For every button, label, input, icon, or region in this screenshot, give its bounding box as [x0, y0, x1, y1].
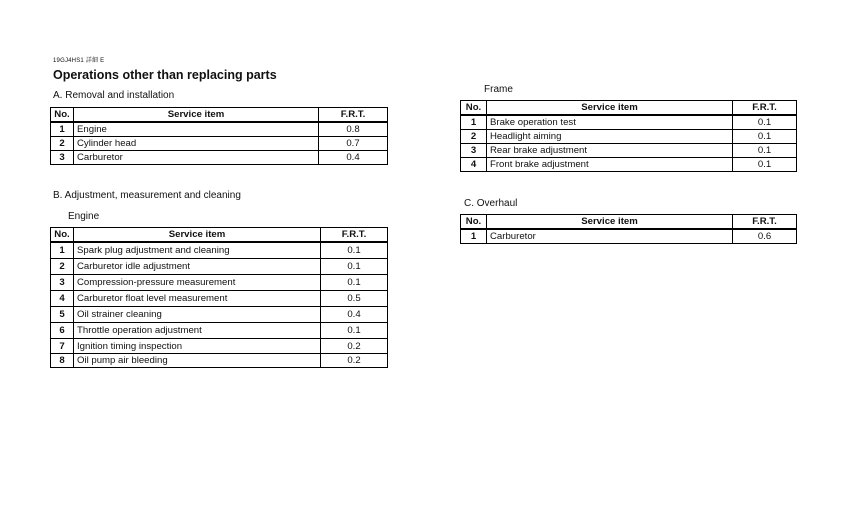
- table-header-row: [51, 108, 388, 123]
- table-row: [461, 229, 797, 244]
- table-row: [461, 130, 797, 144]
- table-row: [51, 259, 388, 275]
- col-header-frt: F.R.T.: [733, 215, 797, 230]
- col-header-frt: F.R.T.: [319, 108, 388, 123]
- row-no: 7: [51, 339, 74, 354]
- row-service-item: Rear brake adjustment: [487, 144, 733, 158]
- table-header-row: [51, 228, 388, 243]
- page-title: Operations other than replacing parts: [53, 68, 277, 82]
- row-service-item: Carburetor idle adjustment: [74, 259, 321, 275]
- row-service-item: Compression-pressure measurement: [74, 275, 321, 291]
- row-no: 3: [51, 275, 74, 291]
- row-frt: 0.7: [319, 137, 388, 151]
- section-c-heading: C. Overhaul: [464, 198, 518, 209]
- row-no: 4: [51, 291, 74, 307]
- row-service-item: Ignition timing inspection: [74, 339, 321, 354]
- col-header-service-item: Service item: [487, 215, 733, 230]
- table-row: [51, 151, 388, 165]
- row-frt: 0.1: [321, 259, 388, 275]
- row-service-item: Oil pump air bleeding: [74, 354, 321, 368]
- col-header-no: No.: [51, 228, 74, 243]
- table-row: [51, 137, 388, 151]
- row-no: 1: [461, 115, 487, 130]
- row-no: 1: [51, 122, 74, 137]
- frame-heading: Frame: [484, 84, 513, 95]
- row-frt: 0.1: [321, 242, 388, 259]
- row-no: 5: [51, 307, 74, 323]
- table-row: [51, 354, 388, 368]
- removal-table: [50, 107, 388, 165]
- row-no: 2: [51, 137, 74, 151]
- row-frt: 0.2: [321, 339, 388, 354]
- table-row: [51, 307, 388, 323]
- row-no: 8: [51, 354, 74, 368]
- col-header-service-item: Service item: [74, 108, 319, 123]
- row-no: 1: [51, 242, 74, 259]
- row-frt: 0.1: [733, 144, 797, 158]
- row-service-item: Carburetor: [487, 229, 733, 244]
- row-service-item: Carburetor float level measurement: [74, 291, 321, 307]
- table-row: [51, 291, 388, 307]
- row-no: 6: [51, 323, 74, 339]
- engine-heading: Engine: [68, 211, 100, 222]
- table-row: [461, 115, 797, 130]
- row-service-item: Headlight aiming: [487, 130, 733, 144]
- row-no: 1: [461, 229, 487, 244]
- row-frt: 0.1: [733, 158, 797, 172]
- row-service-item: Cylinder head: [74, 137, 319, 151]
- row-frt: 0.1: [321, 323, 388, 339]
- col-header-frt: F.R.T.: [733, 101, 797, 116]
- table-header-row: [461, 101, 797, 116]
- row-frt: 0.8: [319, 122, 388, 137]
- table-row: [461, 158, 797, 172]
- table-header-row: [461, 215, 797, 230]
- table-row: [51, 339, 388, 354]
- document-code: 19GJ4HS1 詳細 E: [53, 58, 105, 64]
- row-frt: 0.1: [733, 130, 797, 144]
- table-row: [461, 144, 797, 158]
- table-row: [51, 275, 388, 291]
- engine-table: [50, 227, 388, 368]
- col-header-no: No.: [461, 215, 487, 230]
- section-a-heading: A. Removal and installation: [53, 90, 175, 101]
- row-frt: 0.5: [321, 291, 388, 307]
- row-service-item: Carburetor: [74, 151, 319, 165]
- row-service-item: Brake operation test: [487, 115, 733, 130]
- row-service-item: Throttle operation adjustment: [74, 323, 321, 339]
- row-service-item: Engine: [74, 122, 319, 137]
- row-no: 3: [51, 151, 74, 165]
- col-header-no: No.: [51, 108, 74, 123]
- row-frt: 0.1: [321, 275, 388, 291]
- col-header-no: No.: [461, 101, 487, 116]
- row-service-item: Spark plug adjustment and cleaning: [74, 242, 321, 259]
- table-row: [51, 323, 388, 339]
- row-service-item: Front brake adjustment: [487, 158, 733, 172]
- col-header-service-item: Service item: [487, 101, 733, 116]
- col-header-service-item: Service item: [74, 228, 321, 243]
- table-row: [51, 242, 388, 259]
- row-frt: 0.6: [733, 229, 797, 244]
- row-no: 3: [461, 144, 487, 158]
- col-header-frt: F.R.T.: [321, 228, 388, 243]
- row-service-item: Oil strainer cleaning: [74, 307, 321, 323]
- row-frt: 0.4: [319, 151, 388, 165]
- row-frt: 0.4: [321, 307, 388, 323]
- row-no: 2: [461, 130, 487, 144]
- row-no: 4: [461, 158, 487, 172]
- frame-table: [460, 100, 797, 172]
- row-frt: 0.1: [733, 115, 797, 130]
- row-frt: 0.2: [321, 354, 388, 368]
- section-b-heading: B. Adjustment, measurement and cleaning: [53, 190, 241, 201]
- row-no: 2: [51, 259, 74, 275]
- overhaul-table: [460, 214, 797, 244]
- table-row: [51, 122, 388, 137]
